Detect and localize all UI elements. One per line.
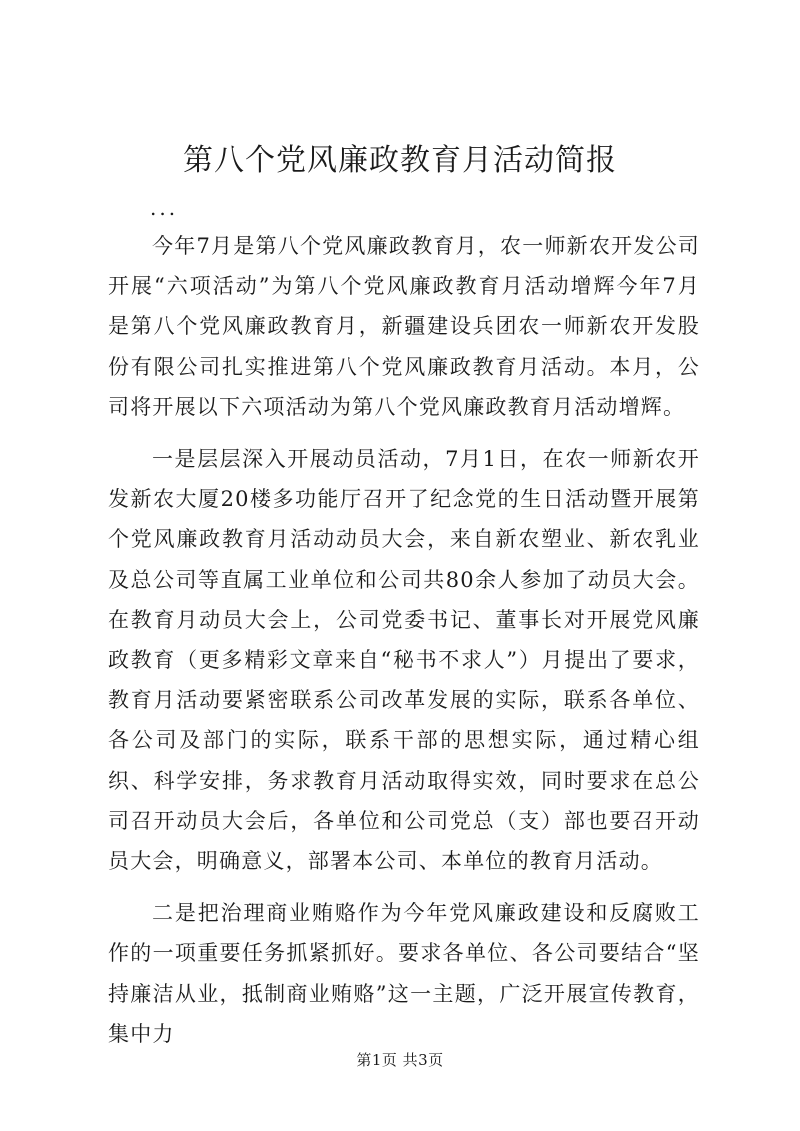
paragraph-1: 今年7月是第八个党风廉政教育月，农一师新农开发公司开展“六项活动”为第八个党风廉政教育月活动增辉今年7月是第八个党风廉政教育月，新疆建设兵团农一师新农开发股份有限公司扎实推进第八个党风廉政教育月活动。本月，公司将开展以下六项活动为第八个党风廉政教育月活动增辉。 — [108, 234, 700, 419]
ellipsis-marker: ... — [150, 196, 179, 220]
document-body — [108, 226, 700, 1066]
page-number-footer: 第1页 共3页 — [356, 1051, 444, 1069]
paragraph-2: 一是层层深入开展动员活动，7月1日，在农一师新农开发新农大厦20楼多功能厅召开了纪念党的生日活动暨开展第个党风廉政教育月活动动员大会，来自新农塑业、新农乳业及总公司等直属工业单位和公司共80余人参加了动员大会。在教育月动员大会上，公司党委书记、董事长对开展党风廉政教育（更多精彩文章来自“秘书不求人”）月提出了要求，教育月活动要紧密联系公司改革发展的实际，联系各单位、各公司及部门的实际，联系干部的思想实际，通过精心组织、科学安排，务求教育月活动取得实效，同时要求在总公司召开动员大会后，各单位和公司党总（支）部也要召开动员大会，明确意义，部署本公司、本单位的教育月活动。 — [108, 447, 700, 874]
document-title: 第八个党风廉政教育月活动简报 — [183, 143, 617, 178]
paragraph-3: 二是把治理商业贿赂作为今年党风廉政建设和反腐败工作的一项重要任务抓紧抓好。要求各单位、各公司要结合“坚持廉洁从业，抵制商业贿赂”这一主题，广泛开展宣传教育，集中力 — [108, 901, 700, 1046]
